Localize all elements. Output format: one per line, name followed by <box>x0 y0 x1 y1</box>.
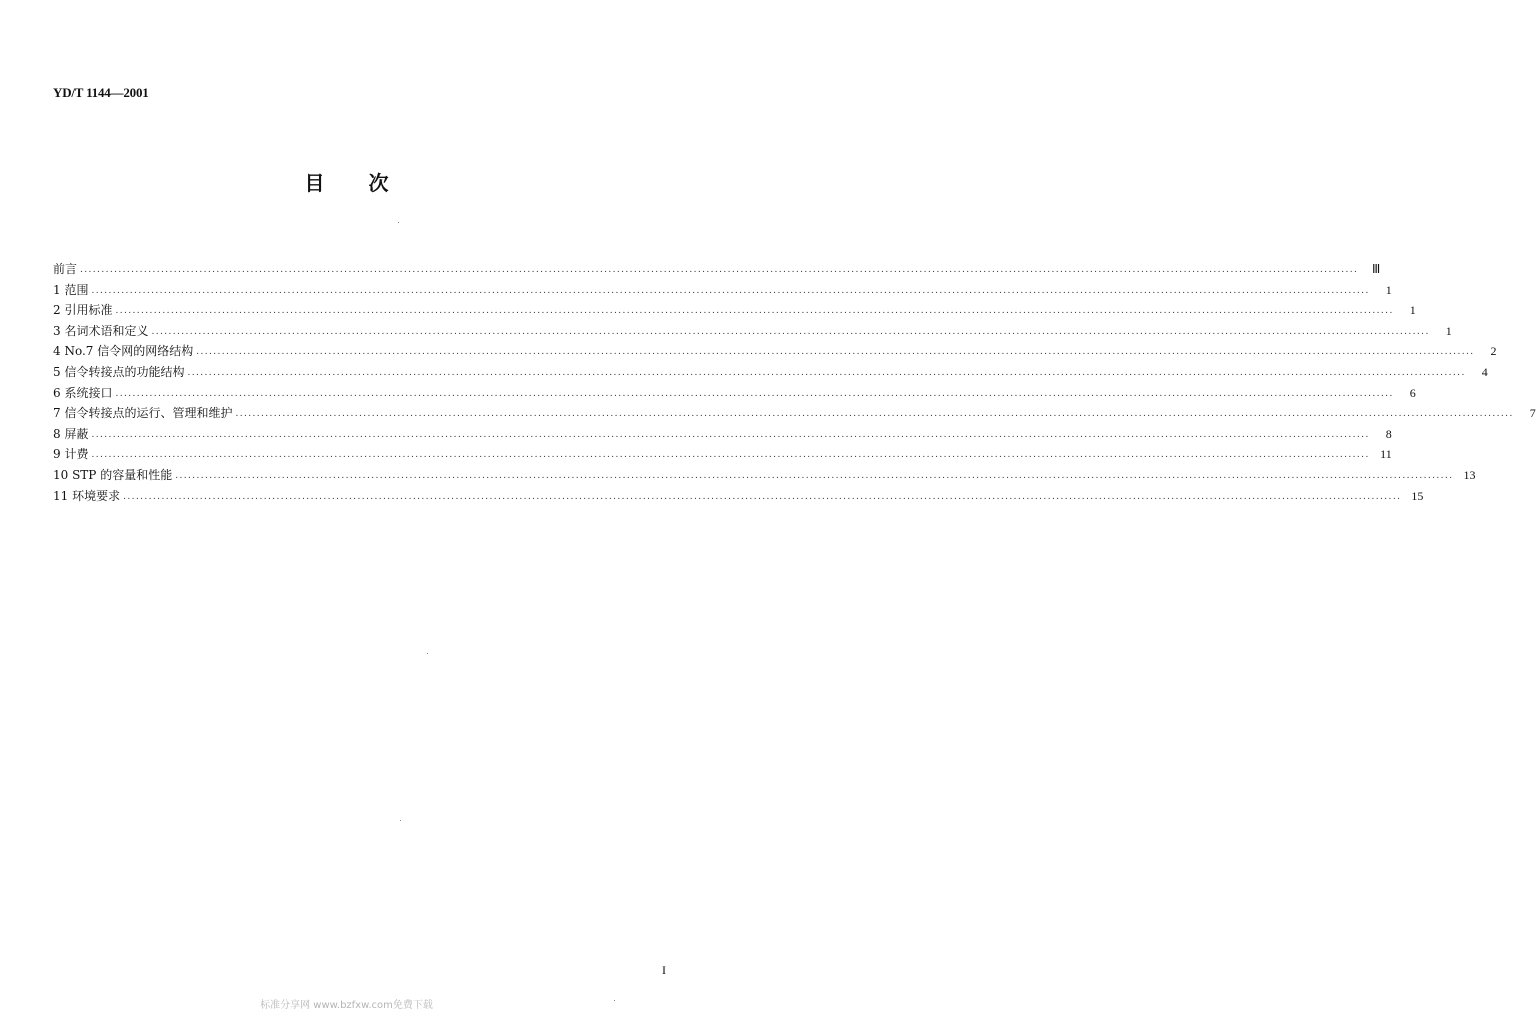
scan-speck <box>398 222 399 223</box>
toc-entry-6[interactable] <box>53 383 1416 404</box>
toc-leader-dots: ............................................................................................................................................................................................................................................................................................................ <box>123 491 1402 502</box>
page-number: I <box>662 963 666 977</box>
toc-entry-11[interactable] <box>53 486 1424 507</box>
toc-entry-9[interactable] <box>53 444 1392 465</box>
toc-leader-dots: ............................................................................................................................................................................................................................................................................................................ <box>115 306 1394 317</box>
toc-entry-label: 10 STP 的容量和性能 <box>53 467 173 482</box>
toc-entry-page: 13 <box>1463 467 1476 482</box>
toc-entry-page: 8 <box>1385 426 1392 441</box>
page-title <box>0 167 693 196</box>
toc-entry-label: 3 名词术语和定义 <box>53 323 149 338</box>
scan-speck <box>400 820 401 821</box>
toc-entry-label: 8 屏蔽 <box>53 426 89 441</box>
toc-leader-dots: ............................................................................................................................................................................................................................................................................................................ <box>91 450 1370 461</box>
toc-entry-5[interactable] <box>53 362 1488 383</box>
toc-entry-page: 1 <box>1385 282 1392 297</box>
toc-entry-page: 7 <box>1529 406 1536 421</box>
toc-entry-page: 15 <box>1411 488 1424 503</box>
toc-entry-2[interactable] <box>53 300 1416 321</box>
toc-entry-7[interactable] <box>53 403 1536 424</box>
toc-entry-label: 6 系统接口 <box>53 385 113 400</box>
toc-leader-dots: ............................................................................................................................................................................................................................................................................................................ <box>196 347 1475 358</box>
toc-entry-page: 11 <box>1380 447 1392 462</box>
toc-leader-dots: ............................................................................................................................................................................................................................................................................................................ <box>91 285 1370 296</box>
table-of-contents <box>53 259 1536 506</box>
toc-entry-3[interactable] <box>53 321 1452 342</box>
toc-entry-1[interactable] <box>53 280 1392 301</box>
standard-code: YD/T 1144—2001 <box>53 85 149 100</box>
page-title-part1: 目 <box>304 171 325 195</box>
toc-entry-page: 1 <box>1409 303 1416 318</box>
toc-entry-label: 4 No.7 信令网的网络结构 <box>53 344 194 359</box>
toc-entry-8[interactable] <box>53 424 1392 445</box>
toc-leader-dots: ............................................................................................................................................................................................................................................................................................................ <box>80 265 1359 275</box>
watermark: 标准分享网 www.bzfxw.com免费下载 <box>260 1000 433 1011</box>
toc-leader-dots: ............................................................................................................................................................................................................................................................................................................ <box>151 326 1430 337</box>
toc-entry-label: 5 信令转接点的功能结构 <box>53 364 185 379</box>
toc-leader-dots: ............................................................................................................................................................................................................................................................................................................ <box>235 409 1514 420</box>
toc-entry-label: 2 引用标准 <box>53 303 113 318</box>
toc-entry-4[interactable] <box>53 341 1497 362</box>
toc-entry-foreword[interactable] <box>53 259 1381 280</box>
toc-entry-label: 11 环境要求 <box>53 488 121 503</box>
scan-speck <box>427 653 428 654</box>
toc-leader-dots: ............................................................................................................................................................................................................................................................................................................ <box>115 388 1394 399</box>
toc-entry-page: 1 <box>1445 323 1452 338</box>
toc-leader-dots: ............................................................................................................................................................................................................................................................................................................ <box>91 429 1370 440</box>
toc-entry-label: 9 计费 <box>53 447 89 462</box>
toc-entry-label: 7 信令转接点的运行、管理和维护 <box>53 406 233 421</box>
toc-entry-label: 1 范围 <box>53 282 89 297</box>
toc-leader-dots: ............................................................................................................................................................................................................................................................................................................ <box>187 367 1466 378</box>
toc-entry-page: 2 <box>1490 344 1497 359</box>
toc-leader-dots: ............................................................................................................................................................................................................................................................................................................ <box>175 470 1454 481</box>
toc-entry-10[interactable] <box>53 465 1476 486</box>
page-title-part2: 次 <box>368 171 389 195</box>
toc-entry-label: 前言 <box>53 262 78 276</box>
toc-entry-page: 6 <box>1409 385 1416 400</box>
toc-entry-page: 4 <box>1481 364 1488 379</box>
toc-entry-page: Ⅲ <box>1372 262 1381 276</box>
